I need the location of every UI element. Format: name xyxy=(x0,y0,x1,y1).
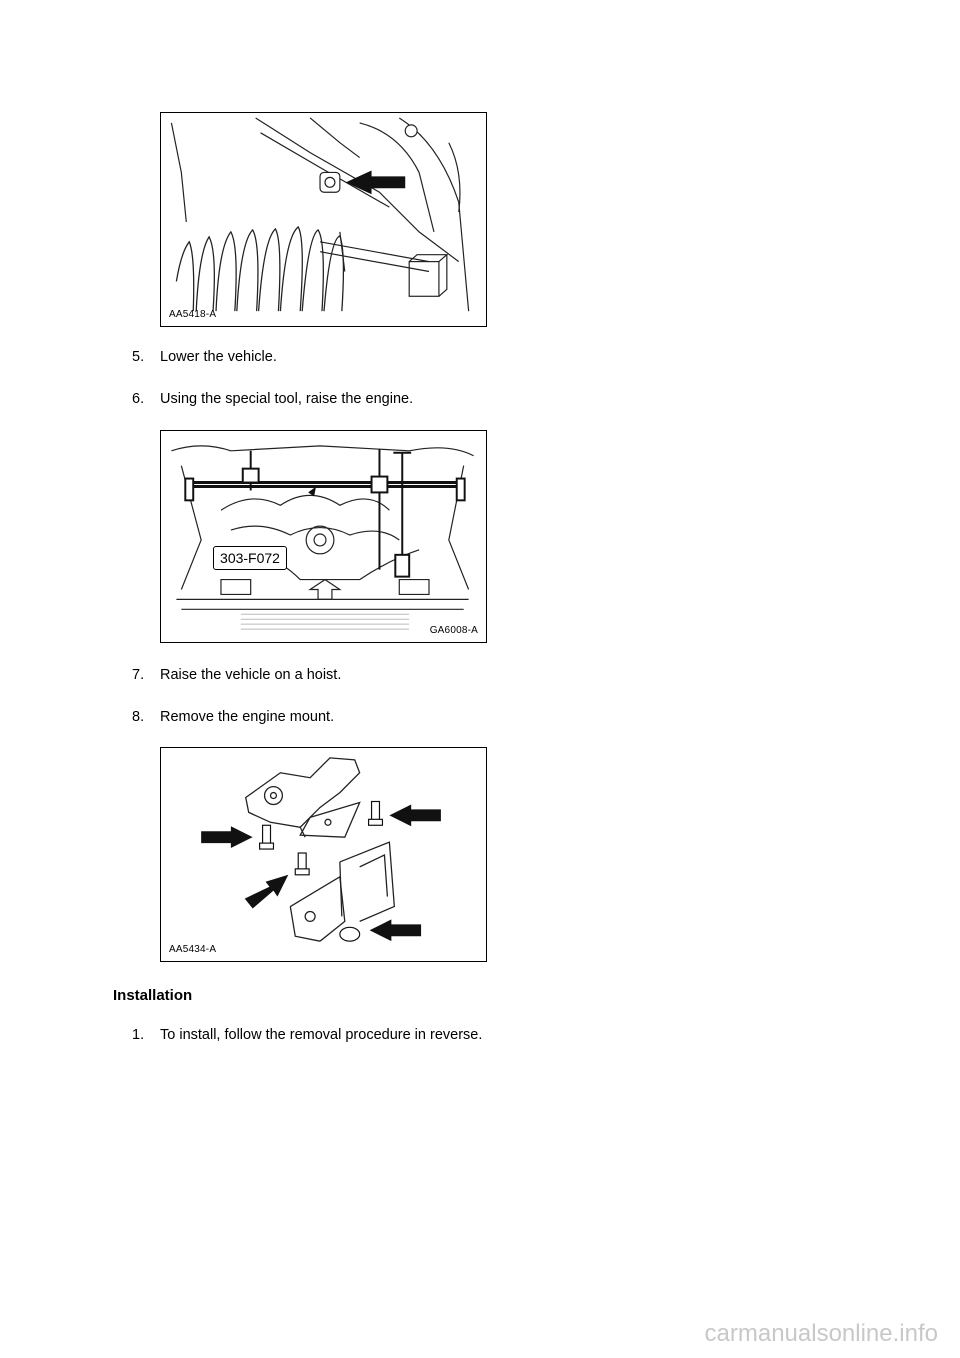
engine-lift-tool-drawing xyxy=(161,431,486,642)
step-text: Lower the vehicle. xyxy=(160,349,277,365)
figure-id-label: GA6008-A xyxy=(429,625,478,636)
step-number: 1. xyxy=(132,1027,145,1043)
step-number: 7. xyxy=(132,667,145,683)
figure-id-label: AA5434-A xyxy=(169,944,217,955)
step-number: 5. xyxy=(132,349,145,365)
figure-engine-mount-removal xyxy=(160,747,487,962)
figure-engine-lift-tool xyxy=(160,430,487,643)
step-text: To install, follow the removal procedure in reverse. xyxy=(160,1027,483,1043)
engine-mount-removal-drawing xyxy=(161,748,486,961)
special-tool-label: 303-F072 xyxy=(213,546,287,570)
step-text: Raise the vehicle on a hoist. xyxy=(160,667,342,683)
step-number: 8. xyxy=(132,709,145,725)
figure-id-label: AA5418-A xyxy=(169,309,217,320)
figure-engine-mount-nut xyxy=(160,112,487,327)
watermark: carmanualsonline.info xyxy=(704,1320,938,1347)
step-text: Using the special tool, raise the engine. xyxy=(160,391,414,407)
engine-mount-nut-drawing xyxy=(161,113,486,326)
section-heading-installation: Installation xyxy=(113,987,193,1004)
step-number: 6. xyxy=(132,391,145,407)
step-text: Remove the engine mount. xyxy=(160,709,335,725)
